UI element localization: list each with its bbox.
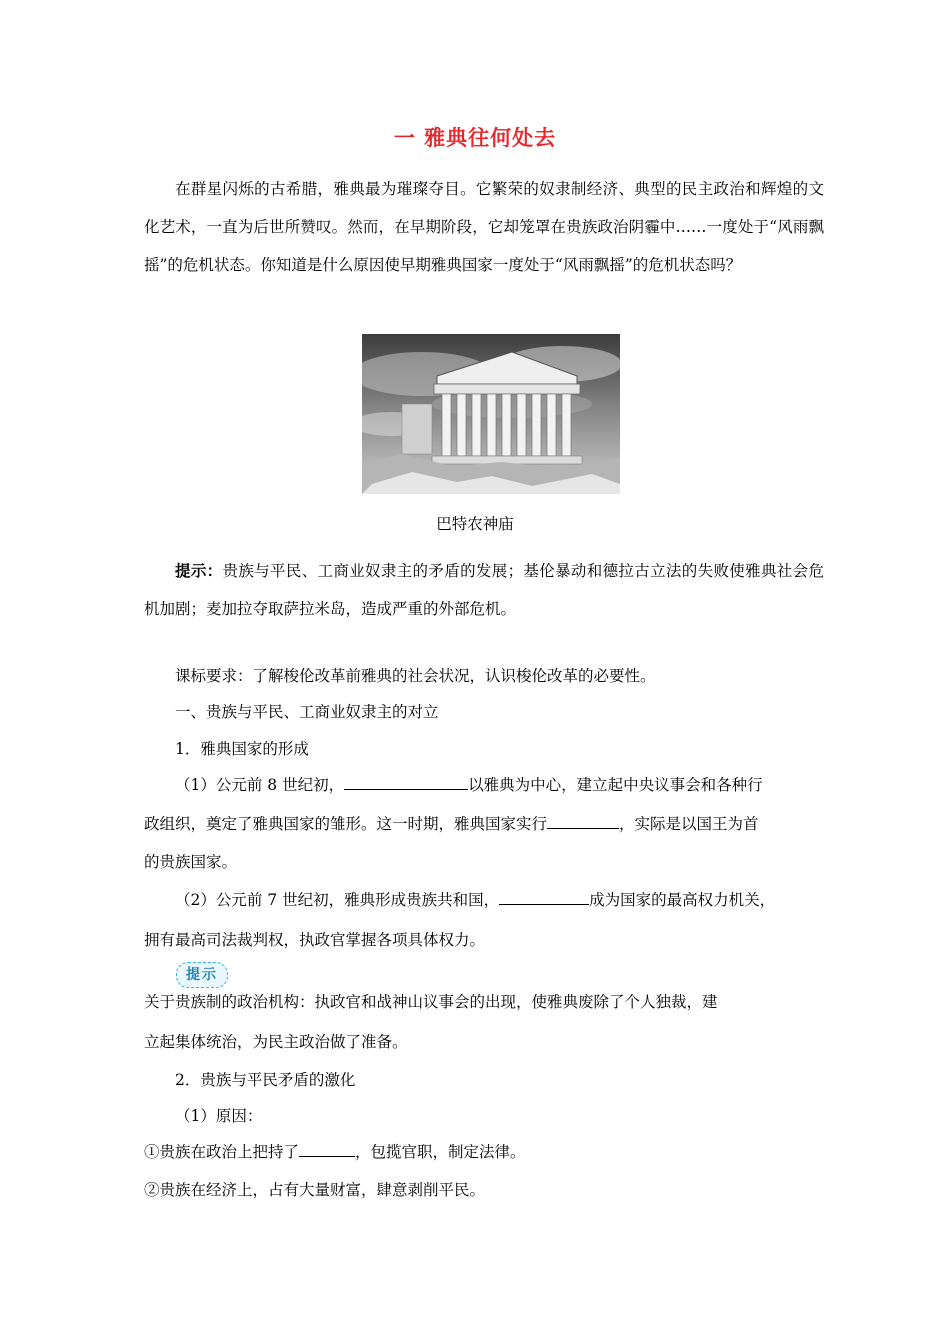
item-2-line-2: 拥有最高司法裁判权，执政官掌握各项具体权力。 xyxy=(144,931,486,949)
figure-caption: 巴特农神庙 xyxy=(436,515,514,533)
reason-1: ①贵族在政治上把持了 ，包揽官职，制定法律。 xyxy=(144,1143,526,1161)
hint-2-line-2: 立起集体统治，为民主政治做了准备。 xyxy=(144,1033,408,1051)
parthenon-image xyxy=(362,334,620,494)
fill-blank-3[interactable] xyxy=(499,890,589,905)
item-1-line-2: 政组织，奠定了雅典国家的雏形。这一时期，雅典国家实行 ，实际是以国王为首 xyxy=(144,815,759,833)
item-1-line-3: 的贵族国家。 xyxy=(144,853,238,871)
section-heading-1: 一、贵族与平民、工商业奴隶主的对立 xyxy=(175,703,439,721)
page-title: 一 雅典往何处去 xyxy=(393,126,557,150)
intro-paragraph: 在群星闪烁的古希腊，雅典最为璀璨夺目。它繁荣的奴隶制经济、典型的民主政治和辉煌的文化艺术，一直为后世所赞叹。然而，在早期阶段，它却笼罩在贵族政治阴霾中……一度处于“风雨飘摇”的危机状态。你知道是什么原因使早期雅典国家一度处于“风雨飘摇”的危机状态吗？ xyxy=(144,180,824,274)
reason-heading: （1）原因： xyxy=(175,1107,263,1125)
parthenon-photo xyxy=(362,334,620,494)
hint-2-line-1: 关于贵族制的政治机构：执政官和战神山议事会的出现，使雅典废除了个人独裁，建 xyxy=(144,993,718,1011)
hint-text: 贵族与平民、工商业奴隶主的矛盾的发展；基伦暴动和德拉古立法的失败使雅典社会危机加剧；麦加拉夺取萨拉米岛，造成严重的外部危机。 xyxy=(144,562,824,618)
hint-paragraph xyxy=(144,552,824,628)
item-2-line-1: （2）公元前 7 世纪初，雅典形成贵族共和国， 成为国家的最高权力机关， xyxy=(175,891,776,909)
hint-badge: 提示 xyxy=(176,962,228,988)
fill-blank-2[interactable] xyxy=(547,814,619,829)
curriculum-standard: 课标要求：了解梭伦改革前雅典的社会状况，认识梭伦改革的必要性。 xyxy=(175,667,656,685)
reason-2: ②贵族在经济上，占有大量财富，肆意剥削平民。 xyxy=(144,1181,486,1199)
fill-blank-1[interactable] xyxy=(344,775,468,790)
subheading-athens-formation: 1．雅典国家的形成 xyxy=(175,740,309,758)
fill-blank-4[interactable] xyxy=(299,1142,355,1157)
hint-label: 提示： xyxy=(175,561,223,580)
item-1-line-1: （1）公元前 8 世纪初， 以雅典为中心，建立起中央议事会和各种行 xyxy=(175,776,763,794)
subheading-conflict: 2．贵族与平民矛盾的激化 xyxy=(175,1071,356,1089)
